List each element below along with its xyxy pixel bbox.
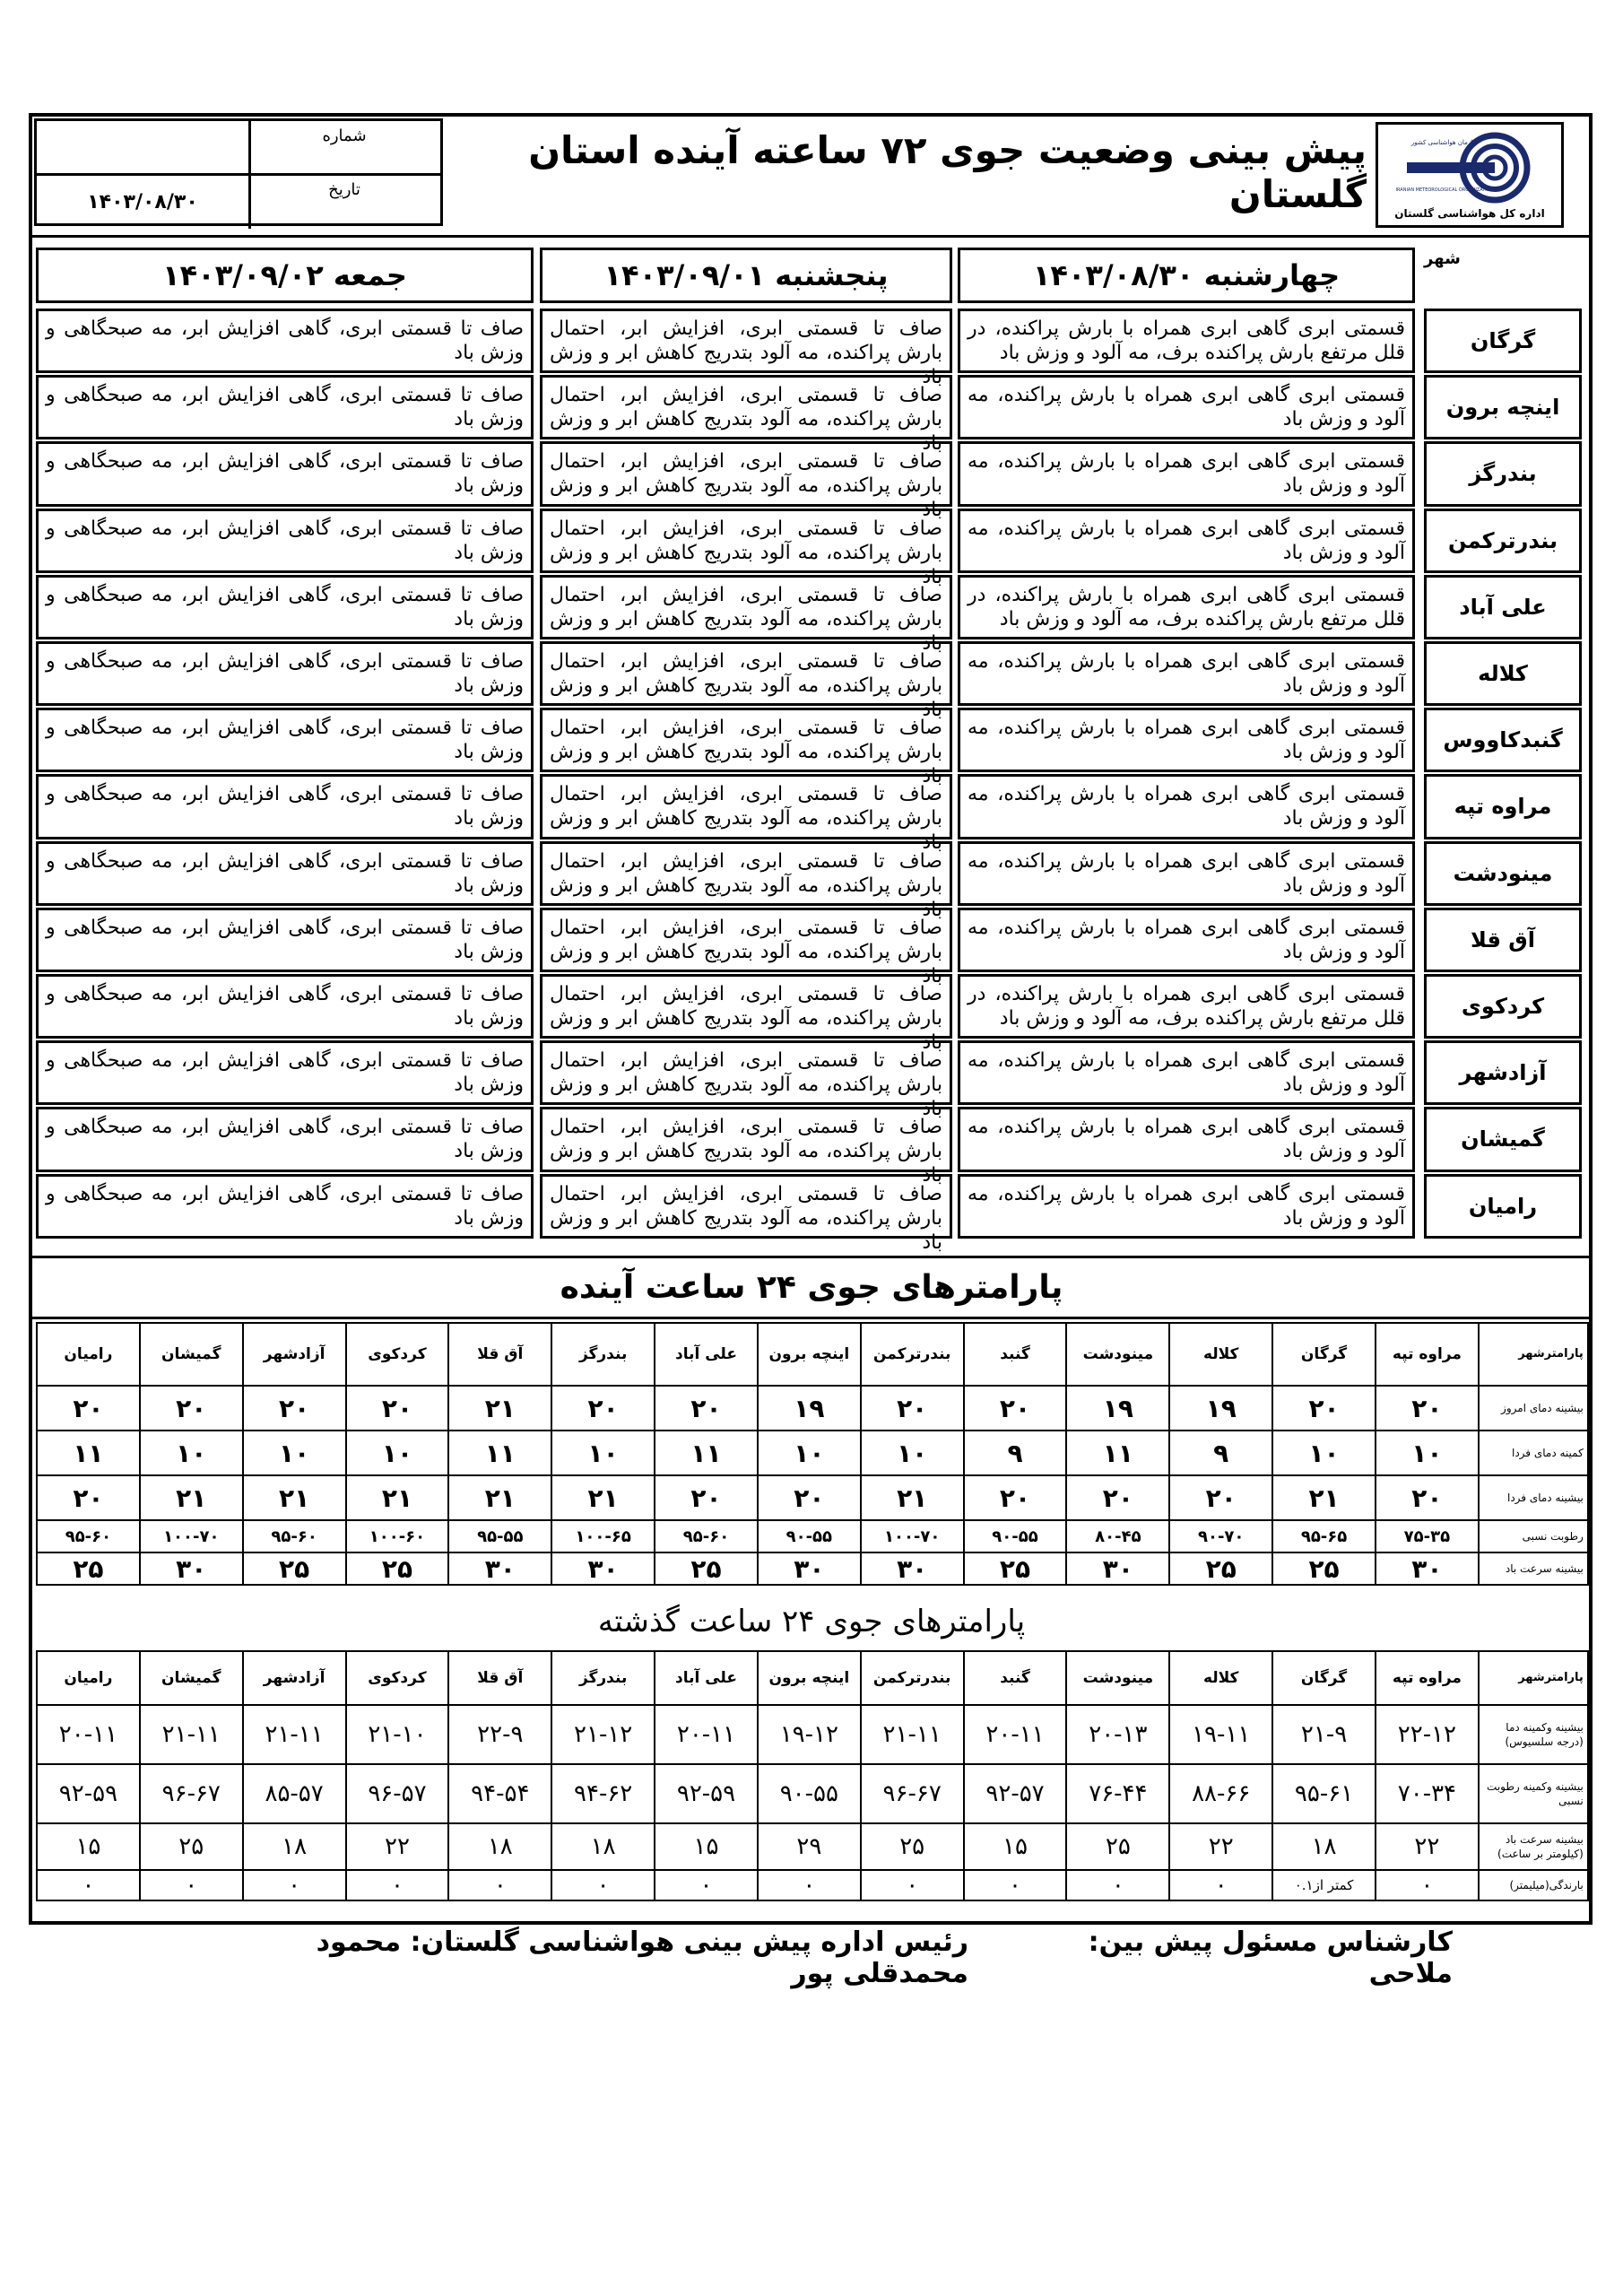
table-cell: ۱۹-۱۱ [1169, 1705, 1272, 1764]
table-cell: ۹۵-۶۱ [1272, 1764, 1376, 1823]
table-cell: ۲۱ [140, 1475, 243, 1520]
table-cell: ۲۰ [1272, 1386, 1376, 1431]
param-label: بیشینه وکمینه رطوبت نسبی [1479, 1764, 1588, 1823]
page-title: پیش بینی وضعیت جوی ۷۲ ساعته آینده استان گلستان [528, 128, 1367, 216]
table-cell: ۹۴-۵۴ [448, 1764, 551, 1823]
city-column-header: کردکوی [346, 1651, 449, 1705]
param-label: بیشینه وکمینه دما (درجه سلسیوس) [1479, 1705, 1588, 1764]
table-cell: ۱۸ [448, 1823, 551, 1870]
table-cell: ۰ [448, 1870, 551, 1900]
table-cell: ۱۰ [758, 1431, 861, 1475]
table-row [37, 1386, 1588, 1431]
forecast-cell: قسمتی ابری گاهی ابری همراه با بارش پراکنده، مه آلود و وزش باد [958, 375, 1415, 439]
forecast-cell: صاف تا قسمتی ابری، گاهی افزایش ابر، مه صبحگاهی و وزش باد [36, 1040, 534, 1105]
table-cell: ۱۸ [1272, 1823, 1376, 1870]
city-name: مراوه تپه [1424, 774, 1582, 839]
forecast-cell: صاف تا قسمتی ابری، افزایش ابر، احتمال بارش پراکنده، مه آلود بتدریج کاهش ابر و وزش باد [540, 509, 952, 573]
city-column-header: گنبد [964, 1323, 1067, 1386]
logo-emblem-icon [1389, 130, 1550, 205]
forecast-cell: صاف تا قسمتی ابری، افزایش ابر، احتمال بارش پراکنده، مه آلود بتدریج کاهش ابر و وزش باد [540, 1040, 952, 1105]
table-cell: ۲۰-۱۱ [964, 1705, 1067, 1764]
logo-text-fa: سازمان هواشناسی کشور [1410, 139, 1479, 146]
past24-title: پارامترهای جوی ۲۴ ساعت گذشته [597, 1604, 1026, 1639]
table-cell: ۹۵-۶۰ [37, 1520, 140, 1552]
city-name: بندرگز [1424, 441, 1582, 506]
city-column-header: گنبد [964, 1651, 1067, 1705]
city-name: آق قلا [1424, 908, 1582, 972]
table-cell: ۲۵ [964, 1552, 1067, 1585]
table-cell: ۱۱ [448, 1431, 551, 1475]
table-cell: ۳۰ [551, 1552, 655, 1585]
table-cell: ۹۵-۵۵ [448, 1520, 551, 1552]
table-cell: ۲۱ [448, 1475, 551, 1520]
day-header-3: جمعه ۱۴۰۳/۰۹/۰۲ [36, 248, 534, 303]
table-cell: ۲۰ [243, 1386, 346, 1431]
param-label: رطوبت نسبی [1479, 1520, 1588, 1552]
table-cell: ۲۵ [346, 1552, 449, 1585]
table-cell: ۱۹ [1169, 1386, 1272, 1431]
table-cell: ۲۱-۱۲ [551, 1705, 655, 1764]
table-cell: ۲۲-۱۲ [1376, 1705, 1479, 1764]
table-cell: ۸۵-۵۷ [243, 1764, 346, 1823]
table-cell: ۲۵ [861, 1823, 964, 1870]
forecast-cell: قسمتی ابری گاهی ابری همراه با بارش پراکنده، مه آلود و وزش باد [958, 841, 1415, 906]
city-column-header: علی آباد [655, 1323, 758, 1386]
forecaster-signature-text: کارشناس مسئول پیش بین: ملاحی [1088, 1926, 1453, 1989]
city-name: رامیان [1424, 1174, 1582, 1239]
forecast-cell: صاف تا قسمتی ابری، افزایش ابر، احتمال بارش پراکنده، مه آلود بتدریج کاهش ابر و وزش باد [540, 441, 952, 506]
forecast-cell: قسمتی ابری گاهی ابری همراه با بارش پراکنده، مه آلود و وزش باد [958, 774, 1415, 839]
table-cell: ۱۰ [861, 1431, 964, 1475]
city-column-header: کلاله [1169, 1323, 1272, 1386]
forecast-cell: صاف تا قسمتی ابری، گاهی افزایش ابر، مه صبحگاهی و وزش باد [36, 1174, 534, 1239]
table-cell: ۰ [861, 1870, 964, 1900]
city-column-header: اینچه برون [758, 1323, 861, 1386]
city-column-header: رامیان [37, 1323, 140, 1386]
table-cell: ۲۱ [1272, 1475, 1376, 1520]
table-cell: ۱۰۰-۷۰ [861, 1520, 964, 1552]
table-cell: ۱۱ [655, 1431, 758, 1475]
table-cell: ۲۵ [655, 1552, 758, 1585]
table-cell: ۰ [551, 1870, 655, 1900]
table-row [37, 1823, 1588, 1870]
table-cell: ۱۰ [1376, 1431, 1479, 1475]
city-column-header: مینودشت [1066, 1323, 1169, 1386]
city-column-header: کردکوی [346, 1323, 449, 1386]
table-cell: ۱۵ [655, 1823, 758, 1870]
city-column-header: بندرگز [551, 1323, 655, 1386]
table-header-row [37, 1651, 1588, 1705]
table-row [37, 1870, 1588, 1900]
table-cell: ۲۱-۱۱ [140, 1705, 243, 1764]
table-cell: ۹۵-۶۵ [1272, 1520, 1376, 1552]
forecast-cell: صاف تا قسمتی ابری، افزایش ابر، احتمال بارش پراکنده، مه آلود بتدریج کاهش ابر و وزش باد [540, 908, 952, 972]
forecast-cell: قسمتی ابری گاهی ابری همراه با بارش پراکنده، مه آلود و وزش باد [958, 509, 1415, 573]
table-cell: ۲۰-۱۳ [1066, 1705, 1169, 1764]
forecast-cell: صاف تا قسمتی ابری، گاهی افزایش ابر، مه صبحگاهی و وزش باد [36, 375, 534, 439]
forecast-cell: صاف تا قسمتی ابری، گاهی افزایش ابر، مه صبحگاهی و وزش باد [36, 575, 534, 639]
table-cell: ۲۰ [758, 1475, 861, 1520]
table-cell: ۲۰ [551, 1386, 655, 1431]
city-name: آزادشهر [1424, 1040, 1582, 1105]
table-cell: ۲۰ [346, 1386, 449, 1431]
param-label: بارندگی(میلیمتر) [1479, 1870, 1588, 1900]
table-cell: ۹۰-۷۰ [1169, 1520, 1272, 1552]
table-cell: ۲۰ [655, 1475, 758, 1520]
table-cell: ۲۱-۱۱ [243, 1705, 346, 1764]
table-cell: ۱۰۰-۷۰ [140, 1520, 243, 1552]
table-cell: ۲۰ [37, 1386, 140, 1431]
number-label: شماره [322, 126, 367, 145]
section-divider-next [32, 1256, 1589, 1258]
table-cell: ۹۰-۵۵ [758, 1764, 861, 1823]
forecast-cell: صاف تا قسمتی ابری، گاهی افزایش ابر، مه صبحگاهی و وزش باد [36, 974, 534, 1039]
table-cell: ۳۰ [1376, 1552, 1479, 1585]
forecast-cell: صاف تا قسمتی ابری، افزایش ابر، احتمال بارش پراکنده، مه آلود بتدریج کاهش ابر و وزش باد [540, 1174, 952, 1239]
table-cell: ۳۰ [861, 1552, 964, 1585]
table-cell: ۳۰ [1066, 1552, 1169, 1585]
table-cell: ۲۲ [346, 1823, 449, 1870]
forecast-cell: قسمتی ابری گاهی ابری همراه با بارش پراکنده، مه آلود و وزش باد [958, 908, 1415, 972]
table-cell: ۹ [964, 1431, 1067, 1475]
table-cell: ۷۵-۳۵ [1376, 1520, 1479, 1552]
table-cell: ۲۰-۱۱ [655, 1705, 758, 1764]
table-cell: ۰ [243, 1870, 346, 1900]
table-cell: ۰ [758, 1870, 861, 1900]
param-label: کمینه دمای فردا [1479, 1431, 1588, 1475]
table-cell: ۲۱-۱۱ [861, 1705, 964, 1764]
table-row [37, 1552, 1588, 1585]
forecast-cell: صاف تا قسمتی ابری، افزایش ابر، احتمال بارش پراکنده، مه آلود بتدریج کاهش ابر و وزش باد [540, 641, 952, 706]
table-cell: ۰ [1066, 1870, 1169, 1900]
city-name: گنبدکاووس [1424, 708, 1582, 772]
table-cell: ۲۰-۱۱ [37, 1705, 140, 1764]
param-label: بیشینه سرعت باد [1479, 1552, 1588, 1585]
city-column-header: کلاله [1169, 1651, 1272, 1705]
forecast-cell: صاف تا قسمتی ابری، افزایش ابر، احتمال بارش پراکنده، مه آلود بتدریج کاهش ابر و وزش باد [540, 309, 952, 373]
table-cell: ۲۲ [1376, 1823, 1479, 1870]
city-column-header: گمیشان [140, 1323, 243, 1386]
table-cell: ۱۰ [551, 1431, 655, 1475]
forecast-cell: قسمتی ابری گاهی ابری همراه با بارش پراکنده، مه آلود و وزش باد [958, 1040, 1415, 1105]
table-cell: ۱۱ [37, 1431, 140, 1475]
table-cell: ۹۶-۶۷ [861, 1764, 964, 1823]
table-cell: ۲۰ [655, 1386, 758, 1431]
forecast-cell: قسمتی ابری گاهی ابری همراه با بارش پراکنده، مه آلود و وزش باد [958, 441, 1415, 506]
table-cell: ۲۵ [1169, 1552, 1272, 1585]
next24-table [36, 1322, 1589, 1586]
table-cell: ۱۸ [551, 1823, 655, 1870]
city-name: کلاله [1424, 641, 1582, 706]
table-cell: کمتر از۰.۱ [1272, 1870, 1376, 1900]
table-cell: ۱۵ [964, 1823, 1067, 1870]
table-cell: ۲۰ [140, 1386, 243, 1431]
forecast-cell: قسمتی ابری گاهی ابری همراه با بارش پراکنده، در قلل مرتفع بارش پراکنده برف، مه آلود و وزش باد [958, 309, 1415, 373]
table-cell: ۲۵ [1272, 1552, 1376, 1585]
table-cell: ۹۲-۵۷ [964, 1764, 1067, 1823]
forecast-cell: قسمتی ابری گاهی ابری همراه با بارش پراکنده، مه آلود و وزش باد [958, 708, 1415, 772]
logo-caption: اداره کل هواشناسی گلستان [1394, 207, 1545, 220]
table-cell: ۲۵ [243, 1552, 346, 1585]
table-cell: ۰ [140, 1870, 243, 1900]
city-name: مینودشت [1424, 841, 1582, 906]
table-row [37, 1475, 1588, 1520]
number-date-box [34, 118, 443, 226]
table-cell: ۲۰ [1066, 1475, 1169, 1520]
table-cell: ۱۰ [140, 1431, 243, 1475]
table-cell: ۹۶-۵۷ [346, 1764, 449, 1823]
param-header: پارامترشهر [1479, 1323, 1588, 1386]
table-cell: ۷۰-۳۴ [1376, 1764, 1479, 1823]
table-cell: ۸۸-۶۶ [1169, 1764, 1272, 1823]
forecast-cell: صاف تا قسمتی ابری، گاهی افزایش ابر، مه صبحگاهی و وزش باد [36, 774, 534, 839]
table-cell: ۱۸ [243, 1823, 346, 1870]
table-cell: ۲۵ [37, 1552, 140, 1585]
table-cell: ۹۰-۵۵ [758, 1520, 861, 1552]
city-column-header: علی آباد [655, 1651, 758, 1705]
city-column-header: رامیان [37, 1651, 140, 1705]
forecast-cell: صاف تا قسمتی ابری، گاهی افزایش ابر، مه صبحگاهی و وزش باد [36, 509, 534, 573]
param-label: بیشینه دمای فردا [1479, 1475, 1588, 1520]
day-header-2: پنجشنبه ۱۴۰۳/۰۹/۰۱ [540, 248, 952, 303]
city-column-header: بندرترکمن [861, 1651, 964, 1705]
forecast-cell: صاف تا قسمتی ابری، گاهی افزایش ابر، مه صبحگاهی و وزش باد [36, 641, 534, 706]
city-column-header: مراوه تپه [1376, 1651, 1479, 1705]
forecast-cell: صاف تا قسمتی ابری، افزایش ابر، احتمال بارش پراکنده، مه آلود بتدریج کاهش ابر و وزش باد [540, 575, 952, 639]
table-cell: ۹۵-۶۰ [243, 1520, 346, 1552]
table-cell: ۲۰ [1376, 1386, 1479, 1431]
city-column-header: بندرگز [551, 1651, 655, 1705]
forecast-cell: صاف تا قسمتی ابری، افزایش ابر، احتمال بارش پراکنده، مه آلود بتدریج کاهش ابر و وزش باد [540, 375, 952, 439]
forecast-cell: صاف تا قسمتی ابری، افزایش ابر، احتمال بارش پراکنده، مه آلود بتدریج کاهش ابر و وزش باد [540, 841, 952, 906]
number-value [37, 121, 251, 175]
city-name: گرگان [1424, 309, 1582, 373]
city-column-header: گرگان [1272, 1651, 1376, 1705]
table-cell: ۲۱ [346, 1475, 449, 1520]
table-cell: ۱۰ [1272, 1431, 1376, 1475]
table-cell: ۱۰ [346, 1431, 449, 1475]
table-cell: ۲۰ [964, 1475, 1067, 1520]
table-cell: ۳۰ [448, 1552, 551, 1585]
forecast-cell: صاف تا قسمتی ابری، افزایش ابر، احتمال بارش پراکنده، مه آلود بتدریج کاهش ابر و وزش باد [540, 1107, 952, 1171]
forecast-cell: صاف تا قسمتی ابری، گاهی افزایش ابر، مه صبحگاهی و وزش باد [36, 908, 534, 972]
table-cell: ۲۱-۹ [1272, 1705, 1376, 1764]
head-signature-text: رئیس اداره پیش بینی هواشناسی گلستان: محمود محمدقلی پور [316, 1926, 968, 1989]
city-column-header: آزادشهر [243, 1323, 346, 1386]
table-cell: ۳۰ [758, 1552, 861, 1585]
date-value: ۱۴۰۳/۰۸/۳۰ [37, 175, 251, 229]
table-row [37, 1764, 1588, 1823]
table-cell: ۰ [346, 1870, 449, 1900]
table-cell: ۹۰-۵۵ [964, 1520, 1067, 1552]
param-header: پارامترشهر [1479, 1651, 1588, 1705]
table-cell: ۹۴-۶۲ [551, 1764, 655, 1823]
table-cell: ۲۱-۱۰ [346, 1705, 449, 1764]
table-header-row [37, 1323, 1588, 1386]
table-cell: ۱۹-۱۲ [758, 1705, 861, 1764]
table-cell: ۸۰-۴۵ [1066, 1520, 1169, 1552]
city-name: اینچه برون [1424, 375, 1582, 439]
city-name: کردکوی [1424, 974, 1582, 1039]
forecast-cell: قسمتی ابری گاهی ابری همراه با بارش پراکنده، مه آلود و وزش باد [958, 1174, 1415, 1239]
city-name: علی آباد [1424, 575, 1582, 639]
day-header-1: چهارشنبه ۱۴۰۳/۰۸/۳۰ [958, 248, 1415, 303]
table-cell: ۱۵ [37, 1823, 140, 1870]
forecast-cell: صاف تا قسمتی ابری، گاهی افزایش ابر، مه صبحگاهی و وزش باد [36, 441, 534, 506]
table-cell: ۲۵ [1066, 1823, 1169, 1870]
table-cell: ۲۹ [758, 1823, 861, 1870]
city-column-header: گمیشان [140, 1651, 243, 1705]
forecast-cell: قسمتی ابری گاهی ابری همراه با بارش پراکنده، مه آلود و وزش باد [958, 641, 1415, 706]
forecast-cell: صاف تا قسمتی ابری، گاهی افزایش ابر، مه صبحگاهی و وزش باد [36, 708, 534, 772]
forecast-cell: صاف تا قسمتی ابری، افزایش ابر، احتمال بارش پراکنده، مه آلود بتدریج کاهش ابر و وزش باد [540, 974, 952, 1039]
city-column-header: اینچه برون [758, 1651, 861, 1705]
table-cell: ۲۱ [861, 1475, 964, 1520]
city-column-header: آزادشهر [243, 1651, 346, 1705]
past24-table [36, 1650, 1589, 1901]
table-row [37, 1431, 1588, 1475]
table-cell: ۲۱ [243, 1475, 346, 1520]
table-cell: ۲۲-۹ [448, 1705, 551, 1764]
table-cell: ۰ [964, 1870, 1067, 1900]
table-row [37, 1520, 1588, 1552]
city-header: شهر [1424, 249, 1461, 268]
forecast-cell: صاف تا قسمتی ابری، افزایش ابر، احتمال بارش پراکنده، مه آلود بتدریج کاهش ابر و وزش باد [540, 708, 952, 772]
forecast-cell: صاف تا قسمتی ابری، گاهی افزایش ابر، مه صبحگاهی و وزش باد [36, 841, 534, 906]
date-label: تاریخ [328, 180, 360, 199]
param-label: بیشینه سرعت باد (کیلومتر بر ساعت) [1479, 1823, 1588, 1870]
city-column-header: آق قلا [448, 1323, 551, 1386]
forecast-cell: قسمتی ابری گاهی ابری همراه با بارش پراکنده، در قلل مرتفع بارش پراکنده برف، مه آلود و وزش باد [958, 575, 1415, 639]
table-cell: ۲۱ [551, 1475, 655, 1520]
table-cell: ۳۰ [140, 1552, 243, 1585]
table-cell: ۹۵-۶۰ [655, 1520, 758, 1552]
forecast-cell: قسمتی ابری گاهی ابری همراه با بارش پراکنده، در قلل مرتفع بارش پراکنده برف، مه آلود و وزش باد [958, 974, 1415, 1039]
table-cell: ۹۲-۵۹ [655, 1764, 758, 1823]
table-cell: ۱۰۰-۶۵ [551, 1520, 655, 1552]
table-cell: ۰ [37, 1870, 140, 1900]
table-cell: ۲۲ [1169, 1823, 1272, 1870]
table-cell: ۲۱ [448, 1386, 551, 1431]
table-cell: ۲۰ [37, 1475, 140, 1520]
city-column-header: مراوه تپه [1376, 1323, 1479, 1386]
city-column-header: مینودشت [1066, 1651, 1169, 1705]
table-cell: ۲۰ [964, 1386, 1067, 1431]
meteorology-logo [1376, 122, 1564, 228]
table-cell: ۰ [1376, 1870, 1479, 1900]
table-cell: ۲۰ [861, 1386, 964, 1431]
table-cell: ۱۹ [758, 1386, 861, 1431]
table-cell: ۲۰ [1169, 1475, 1272, 1520]
table-cell: ۹۶-۶۷ [140, 1764, 243, 1823]
table-cell: ۱۰۰-۶۰ [346, 1520, 449, 1552]
forecast-cell: صاف تا قسمتی ابری، افزایش ابر، احتمال بارش پراکنده، مه آلود بتدریج کاهش ابر و وزش باد [540, 774, 952, 839]
table-cell: ۹۲-۵۹ [37, 1764, 140, 1823]
city-name: بندرترکمن [1424, 509, 1582, 573]
next24-title: پارامترهای جوی ۲۴ ساعت آینده [560, 1268, 1063, 1306]
next24-title-divider [32, 1317, 1589, 1319]
table-row [37, 1705, 1588, 1764]
city-column-header: آق قلا [448, 1651, 551, 1705]
table-cell: ۱۱ [1066, 1431, 1169, 1475]
header-divider [32, 235, 1589, 238]
city-column-header: بندرترکمن [861, 1323, 964, 1386]
table-cell: ۲۰ [1376, 1475, 1479, 1520]
forecast-cell: صاف تا قسمتی ابری، گاهی افزایش ابر، مه صبحگاهی و وزش باد [36, 1107, 534, 1171]
table-cell: ۷۶-۴۴ [1066, 1764, 1169, 1823]
city-column-header: گرگان [1272, 1323, 1376, 1386]
logo-text-en: IRANIAN METEOROLOGICAL ORGANIZATION [1395, 187, 1494, 193]
table-cell: ۱۰ [243, 1431, 346, 1475]
param-label: بیشینه دمای امروز [1479, 1386, 1588, 1431]
table-cell: ۰ [1169, 1870, 1272, 1900]
table-cell: ۹ [1169, 1431, 1272, 1475]
table-cell: ۰ [655, 1870, 758, 1900]
table-cell: ۱۹ [1066, 1386, 1169, 1431]
forecast-cell: صاف تا قسمتی ابری، گاهی افزایش ابر، مه صبحگاهی و وزش باد [36, 309, 534, 373]
table-cell: ۲۵ [140, 1823, 243, 1870]
city-name: گمیشان [1424, 1107, 1582, 1171]
forecast-cell: قسمتی ابری گاهی ابری همراه با بارش پراکنده، مه آلود و وزش باد [958, 1107, 1415, 1171]
